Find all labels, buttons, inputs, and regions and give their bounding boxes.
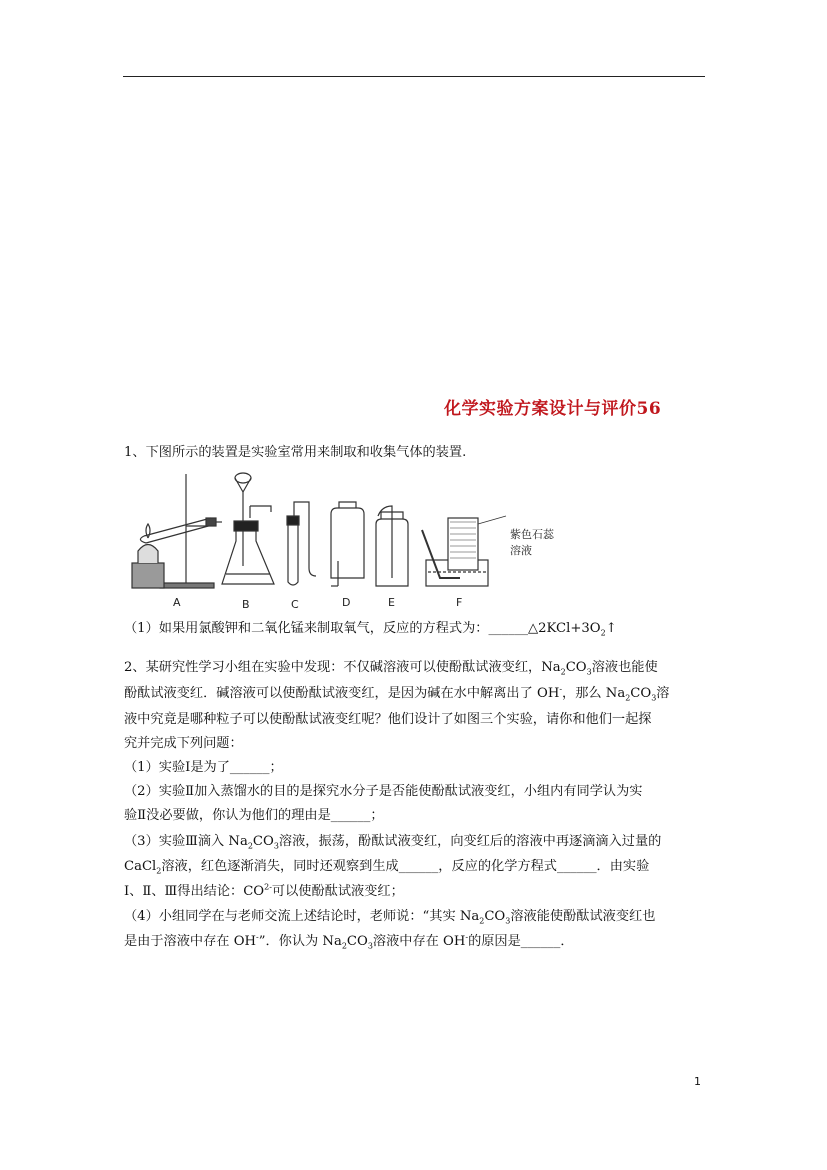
apparatus-a <box>132 474 222 588</box>
q2-part3-line2: CaCl$_2$溶液，红色逐渐消失，同时还观察到生成______，反应的化学方程式______．由实验 <box>124 859 650 876</box>
header-rule <box>123 76 705 77</box>
label-b: B <box>242 598 250 611</box>
apparatus-c <box>287 502 316 585</box>
apparatus-e <box>376 506 408 586</box>
heat-triangle: △ <box>528 621 539 636</box>
label-e: E <box>388 596 395 609</box>
apparatus-f <box>422 516 506 586</box>
q2-line3: 液中究竟是哪种粒子可以使酚酞试液变红呢？他们设计了如图三个实验，请你和他们一起探 <box>124 712 652 727</box>
litmus-label-line1: 紫色石蕊 <box>510 528 554 541</box>
q2-part3-line3: Ⅰ、Ⅱ、Ⅲ得出结论：$CO^{2-}$可以使酚酞试液变红； <box>124 882 404 899</box>
litmus-label-line2: 溶液 <box>510 544 532 557</box>
label-d: D <box>342 596 351 609</box>
apparatus-figure <box>126 466 586 616</box>
q1-intro: 1、下图所示的装置是实验室常用来制取和收集气体的装置. <box>124 445 467 460</box>
gas-arrow: ↑ <box>605 621 617 636</box>
q2-part1: （1）实验Ⅰ是为了______； <box>124 760 283 775</box>
page-number: 1 <box>694 1075 701 1088</box>
q2-line1: 2、某研究性学习小组在实验中发现：不仅碱溶液可以使酚酞试液变红，$Na_2CO_3$溶液也能使 <box>124 660 658 677</box>
label-c: C <box>291 598 299 611</box>
label-a: A <box>173 596 181 609</box>
answer-blank: ______ <box>488 621 529 636</box>
page-title: 化学实验方案设计与评价56 <box>444 399 662 419</box>
q2-part2-line2: 验Ⅱ没必要做，你认为他们的理由是______； <box>124 808 384 823</box>
q2-part4-line2: 是由于溶液中存在 OH-”．你认为 $Na_2CO_3$溶液中存在 OH-的原因是______． <box>124 932 574 951</box>
label-f: F <box>456 596 463 609</box>
q2-part2-line1: （2）实验Ⅱ加入蒸馏水的目的是探究水分子是否能使酚酞试液变红，小组内有同学认为实 <box>124 784 643 799</box>
q2-part4-line1: （4）小组同学在与老师交流上述结论时，老师说：“其实 $Na_2CO_3$溶液能使酚酞试液变红也 <box>124 909 656 926</box>
q2-line2: 酚酞试液变红．碱溶液可以使酚酞试液变红，是因为碱在水中解离出了 OH-，那么 $Na_2CO_3$溶 <box>124 684 670 703</box>
apparatus-d <box>331 502 364 586</box>
q2-line4: 究并完成下列问题： <box>124 736 243 751</box>
apparatus-b <box>222 473 274 584</box>
q2-part3-line1: （3）实验Ⅲ滴入 $Na_2CO_3$溶液，振荡，酚酞试液变红，向变红后的溶液中再逐滴滴入过量的 <box>124 834 662 851</box>
q1-part1: （1）如果用氯酸钾和二氧化锰来制取氧气，反应的方程式为：$\_\_\_\_\_\_\triangle 2KCl+3O_2↑$ <box>124 621 617 638</box>
